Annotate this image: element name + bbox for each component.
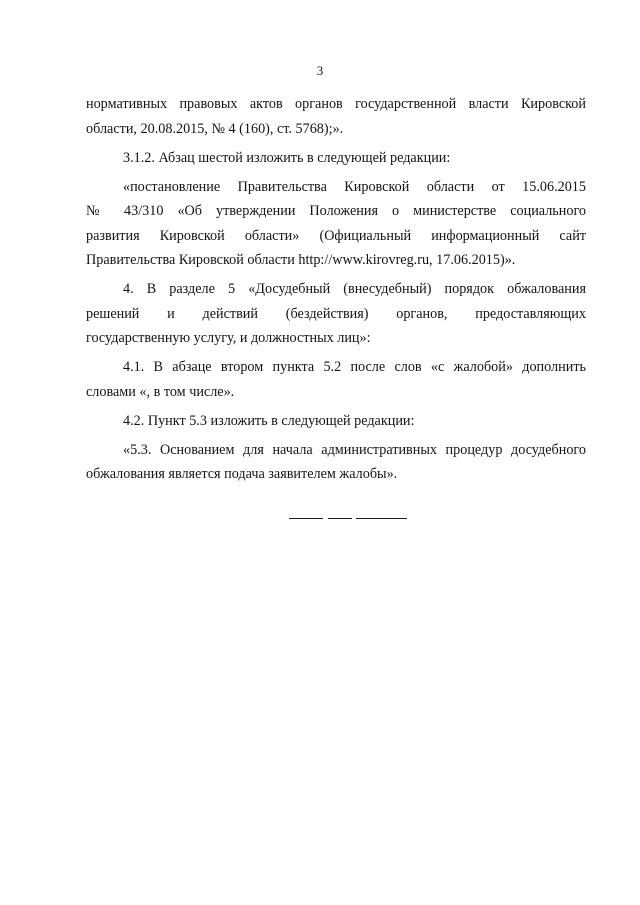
page-number: 3 xyxy=(316,63,324,78)
divider-gap xyxy=(352,518,356,519)
text-line: 4. В разделе 5 «Досудебный (внесудебный) порядок обжалования xyxy=(123,281,586,297)
paragraph-section-5 xyxy=(86,277,586,351)
text-line: 3.1.2. Абзац шестой изложить в следующей редакции: xyxy=(123,149,451,166)
paragraph-3-1-2 xyxy=(86,146,586,171)
end-divider-line xyxy=(289,518,407,519)
divider-gap xyxy=(323,518,328,519)
text-line: решений и действий (бездействия) органов, предоставляющих xyxy=(86,305,586,322)
text-line: словами «, в том числе». xyxy=(86,383,235,400)
paragraph-resolution-quote xyxy=(86,175,586,273)
text-line: нормативных правовых актов органов государственной власти Кировской xyxy=(86,96,586,112)
text-line: «5.3. Основанием для начала административных процедур досудебного xyxy=(123,441,586,458)
text-line: области, 20.08.2015, № 4 (160), ст. 5768);». xyxy=(86,120,344,137)
paragraph-4-1 xyxy=(86,355,586,404)
paragraph-5-3-quote xyxy=(86,438,586,487)
text-line: «постановление Правительства Кировской области от 15.06.2015 xyxy=(123,178,586,195)
text-line: 4.2. Пункт 5.3 изложить в следующей редакции: xyxy=(123,412,415,429)
paragraph-continuation xyxy=(86,92,586,141)
document-body xyxy=(86,92,586,491)
text-line: 4.1. В абзаце втором пункта 5.2 после слов «с жалобой» дополнить xyxy=(123,359,586,375)
text-line: Правительства Кировской области http://www.kirovreg.ru, 17.06.2015)». xyxy=(86,252,516,268)
text-line: государственную услугу, и должностных лиц»: xyxy=(86,330,371,346)
text-line: развития Кировской области» (Официальный информационный сайт xyxy=(86,227,586,244)
paragraph-4-2 xyxy=(86,409,586,434)
text-line: № 43/310 «Об утверждении Положения о министерстве социального xyxy=(86,203,586,219)
text-line: обжалования является подача заявителем жалобы». xyxy=(86,466,398,482)
